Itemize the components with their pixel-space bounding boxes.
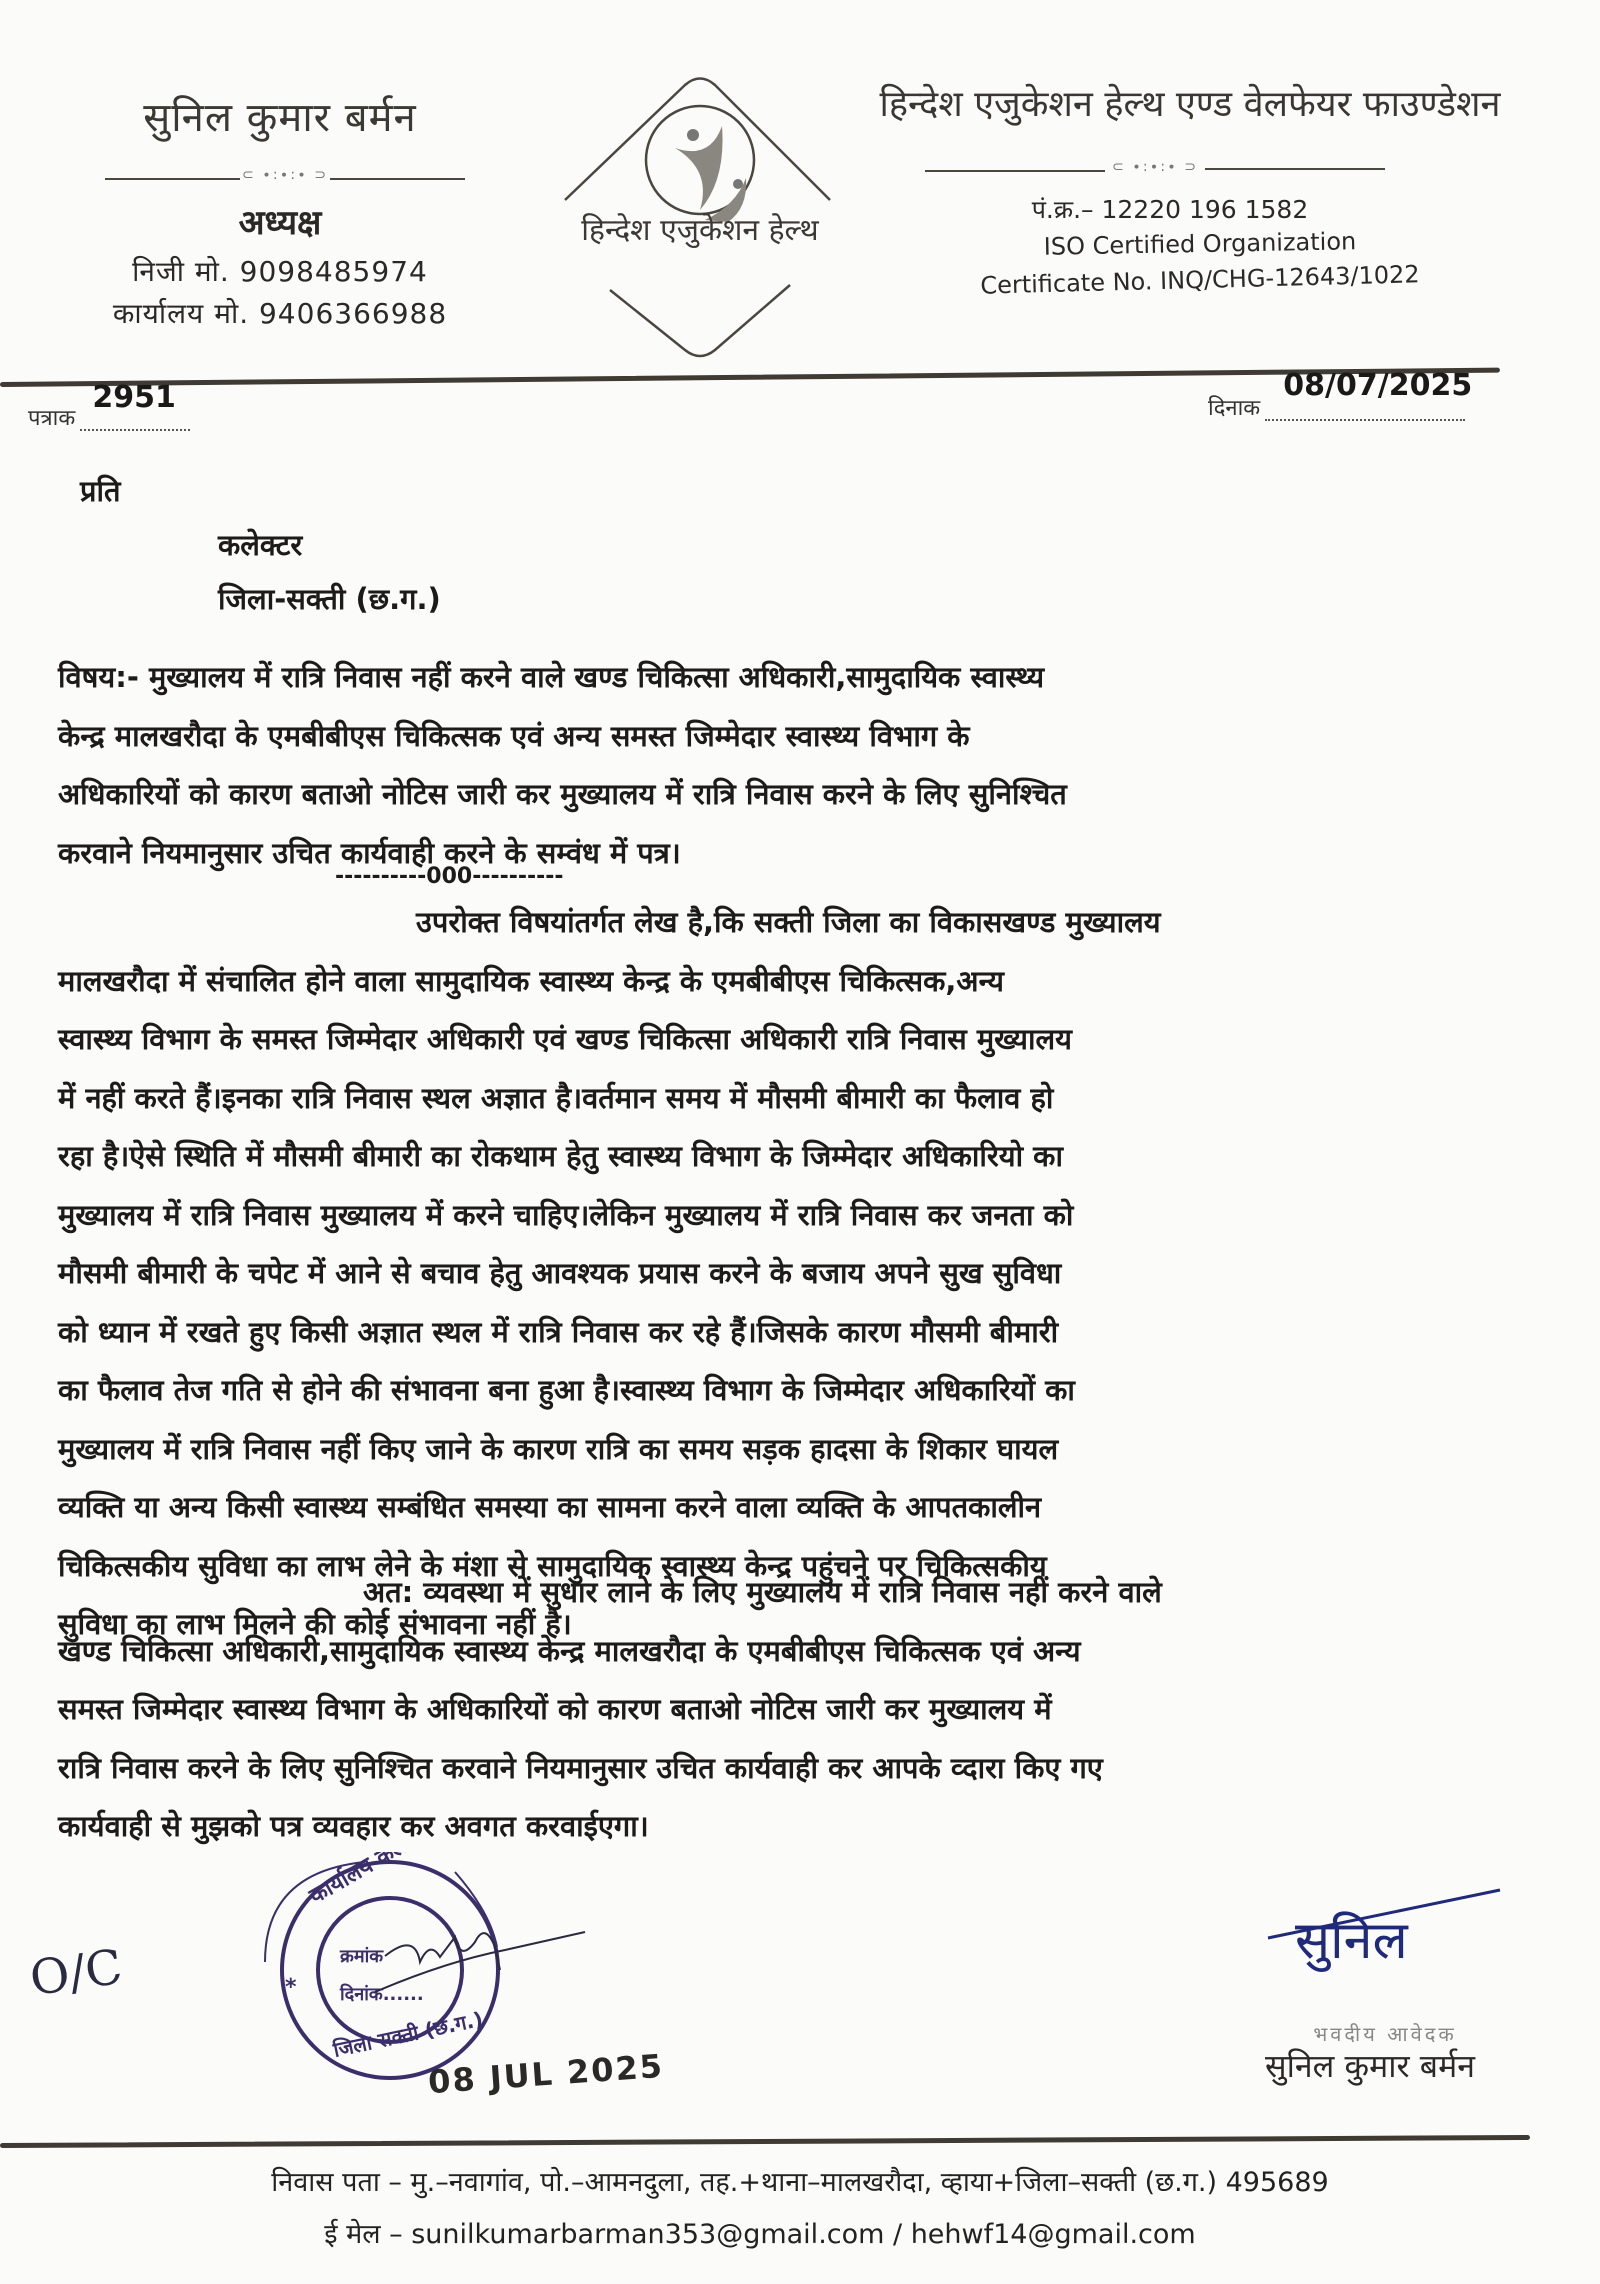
logo-caption: हिन्देश एजुकेशन हेल्थ: [581, 213, 819, 248]
body-line: खण्ड चिकित्सा अधिकारी,सामुदायिक स्वास्थ्य केन्द्र मालखरौदा के एमबीबीएस चिकित्सक एवं अन्य: [58, 1633, 1081, 1668]
subject-line: केन्द्र मालखरौदा के एमबीबीएस चिकित्सक एवं अन्य समस्त जिम्मेदार स्वास्थ्य विभाग के: [58, 718, 970, 753]
body-line: रात्रि निवास करने के लिए सुनिश्चित करवाने नियमानुसार उचित कार्यवाही कर आपके व्दारा किए गए: [58, 1750, 1103, 1785]
body-line: स्वास्थ्य विभाग के समस्त जिम्मेदार अधिकारी एवं खण्ड चिकित्सा अधिकारी रात्रि निवास मुख्यालय: [58, 1022, 1072, 1056]
date-value: 08/07/2025: [1283, 368, 1473, 403]
footer-rule: [0, 2135, 1530, 2148]
residential-address: निवास पता – मु.–नवागांव, पो.–आमनदुला, तह.+थाना–मालखरौदा, व्हाया+जिला–सक्ती (छ.ग.) 495689: [271, 2167, 1329, 2198]
body-line: सुविधा का लाभ मिलने की कोई संभावना नहीं है।: [58, 1607, 572, 1641]
body-line: में नहीं करते हैं।इनका रात्रि निवास स्थल अज्ञात है।वर्तमान समय में मौसमी बीमारी का फैलाव हो: [58, 1080, 1054, 1115]
body-line: चिकित्सकीय सुविधा का लाभ लेने के मंशा से सामुदायिक स्वास्थ्य केन्द्र पहुंचने पर चिकित्सकीय: [58, 1548, 1047, 1583]
signature-closing: भवदीय आवेदक: [1313, 2022, 1457, 2046]
stamp-inner-line1: क्रमांक: [340, 1946, 384, 1967]
signatory-name: सुनिल कुमार बर्मन: [1265, 2047, 1475, 2085]
subject-line: विषय:- मुख्यालय में रात्रि निवास नहीं करने वाले खण्ड चिकित्सा अधिकारी,सामुदायिक स्वास्थ्य: [58, 660, 1045, 694]
body-paragraph-1: [58, 893, 1478, 1654]
body-line: समस्त जिम्मेदार स्वास्थ्य विभाग के अधिकारियों को कारण बताओ नोटिस जारी कर मुख्यालय में: [58, 1692, 1052, 1726]
body-line: उपरोक्त विषयांतर्गत लेख है,कि सक्ती जिला का विकासखण्ड मुख्यालय: [416, 905, 1161, 939]
stamp-outer-bottom-text: जिला सक्ती (छ.ग.): [331, 2006, 485, 2062]
handwritten-oc-note: O/C: [26, 1938, 126, 2008]
body-line: का फैलाव तेज गति से होने की संभावना बना हुआ है।स्वास्थ्य विभाग के जिम्मेदार अधिकारियों का: [58, 1373, 1075, 1407]
body-line: व्यक्ति या अन्य किसी स्वास्थ्य सम्बंधित समस्या का सामना करने वाला व्यक्ति के आपतकालीन: [58, 1490, 1042, 1524]
subject-line: करवाने नियमानुसार उचित कार्यवाही करने के सम्वंध में पत्र।: [58, 835, 681, 870]
signature-icon: [1260, 1880, 1510, 1990]
subject-block: [58, 648, 1478, 882]
header-rule: [0, 368, 1500, 387]
reference-number: [28, 380, 190, 432]
letterhead-role: अध्यक्ष: [238, 203, 322, 243]
body-paragraph-2: [58, 1563, 1478, 1856]
contact-email: ई मेल – sunilkumarbarman353@gmail.com / hehwf14@gmail.com: [324, 2219, 1196, 2250]
round-seal-icon: [245, 1852, 590, 2082]
body-line: रहा है।ऐसे स्थिति में मौसमी बीमारी का रोकथाम हेतु स्वास्थ्य विभाग के जिम्मेदार अधिकारियो का: [58, 1139, 1063, 1173]
organization-name: हिन्देश एजुकेशन हेल्थ एण्ड वेलफेयर फाउण्डेशन: [879, 84, 1501, 125]
applicant-signature: [1260, 1880, 1510, 1990]
iso-certification: ISO Certified Organization: [1043, 227, 1357, 261]
body-line: मौसमी बीमारी के चपेट में आने से बचाव हेतु आवश्यक प्रयास करने के बजाय अपने सुख सुविधा: [58, 1256, 1062, 1290]
addressee-district: जिला-सक्ती (छ.ग.): [218, 582, 441, 616]
body-line: को ध्यान में रखते हुए किसी अज्ञात स्थल में रात्रि निवास कर रहे हैं।जिसके कारण मौसमी बीमारी: [58, 1314, 1059, 1349]
body-line: मुख्यालय में रात्रि निवास नहीं किए जाने के कारण रात्रि का समय सड़क हादसा के शिकार घायल: [58, 1431, 1059, 1466]
salutation: प्रति: [80, 474, 121, 508]
reference-value: 2951: [92, 380, 176, 415]
stamp-outer-top-text: कार्यालय कलेक्टर: [305, 1852, 440, 1910]
collector-office-stamp: [245, 1852, 590, 2082]
letterhead-person-name: सुनिल कुमार बर्मन: [143, 95, 417, 141]
personal-phone: निजी मो. 9098485974: [132, 255, 428, 288]
received-date-stamp: 08 JUL 2025: [426, 2046, 666, 2102]
svg-text:*: *: [285, 1975, 297, 2000]
certificate-number: Certificate No. INQ/CHG-12643/1022: [980, 260, 1420, 300]
subject-separator: ----------000----------: [335, 864, 564, 889]
date-label: दिनाक: [1208, 396, 1261, 421]
registration-number: पं.क्र.– 12220 196 1582: [1031, 195, 1309, 224]
letter-date: [1208, 368, 1473, 422]
body-line: मुख्यालय में रात्रि निवास मुख्यालय में करने चाहिए।लेकिन मुख्यालय में रात्रि निवास कर जनता को: [58, 1197, 1074, 1232]
reference-label: पत्राक: [28, 406, 76, 431]
body-line: मालखरौदा में संचालित होने वाला सामुदायिक स्वास्थ्य केन्द्र के एमबीबीएस चिकित्सक,अन्य: [58, 963, 1004, 998]
addressee-title: कलेक्टर: [218, 528, 303, 562]
signature-text: सुनिल: [1295, 1911, 1408, 1971]
body-line: अत: व्यवस्था में सुधार लाने के लिए मुख्यालय में रात्रि निवास नहीं करने वाले: [363, 1575, 1162, 1609]
body-line: कार्यवाही से मुझको पत्र व्यवहार कर अवगत करवाईएगा।: [58, 1809, 649, 1843]
stamp-inner-line2: दिनांक......: [340, 1984, 424, 2005]
subject-line: अधिकारियों को कारण बताओ नोटिस जारी कर मुख्यालय में रात्रि निवास करने के लिए सुनिश्चित: [58, 777, 1067, 811]
office-phone: कार्यालय मो. 9406366988: [112, 297, 448, 330]
